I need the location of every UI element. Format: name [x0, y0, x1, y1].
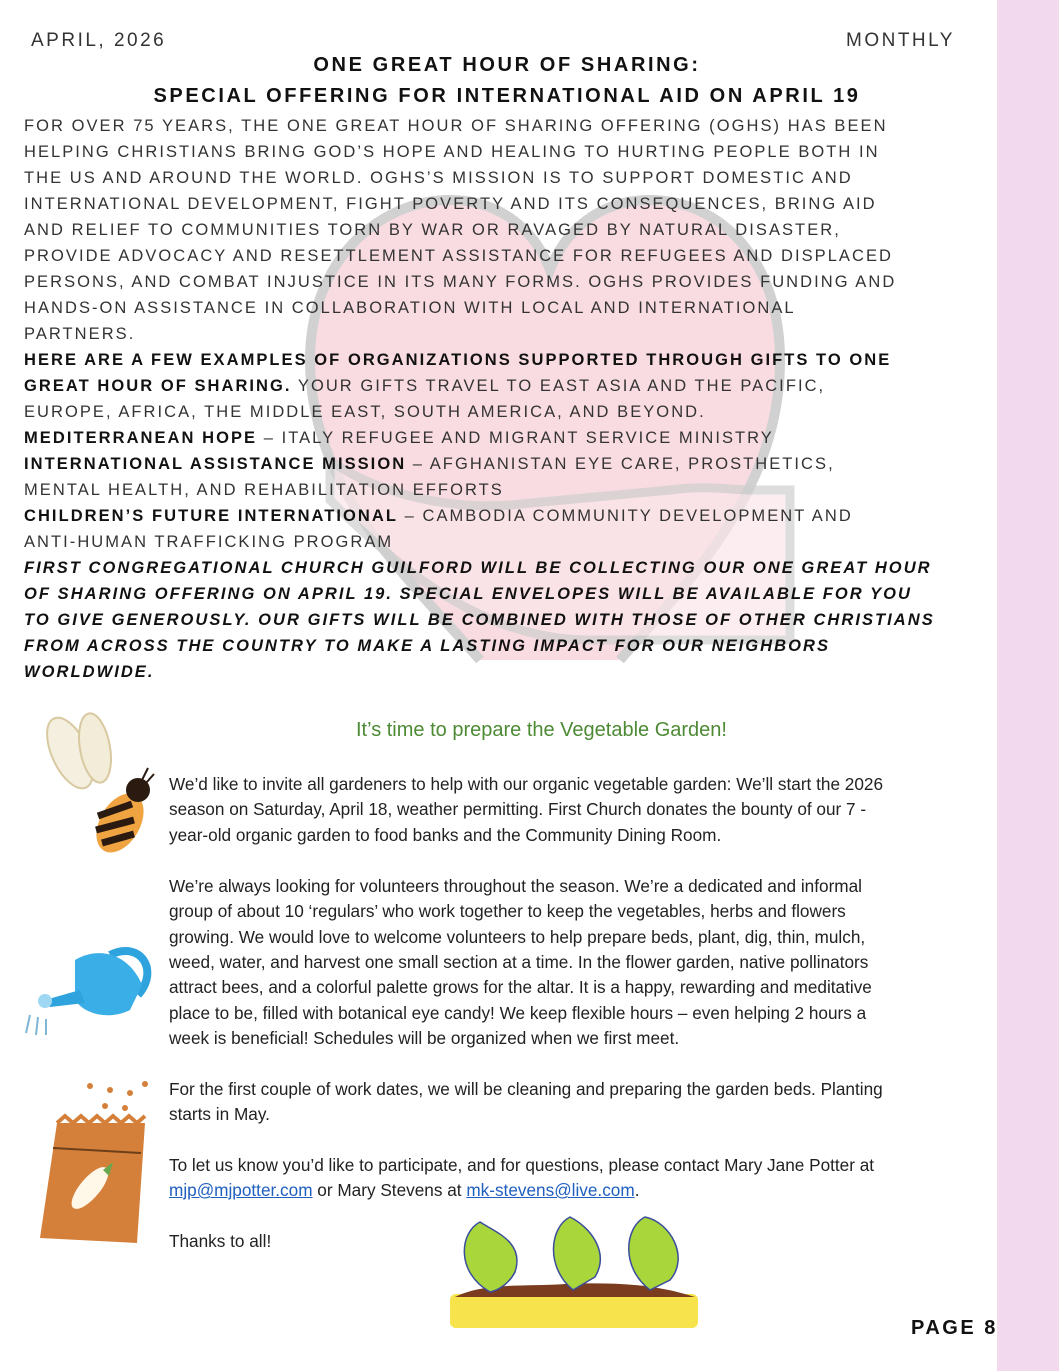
article-line — [24, 269, 896, 295]
article-line — [24, 191, 877, 217]
article-line — [24, 529, 393, 555]
article-text: MENTAL HEALTH, AND REHABILITATION EFFORTS — [24, 481, 504, 499]
article-text: HANDS-ON ASSISTANCE IN COLLABORATION WITH LOCAL AND INTERNATIONAL — [24, 299, 796, 317]
page-side-stripe — [997, 0, 1059, 1371]
article-line — [24, 425, 774, 451]
garden-title: It’s time to prepare the Vegetable Garden! — [356, 719, 727, 741]
article-emphasis-text: HERE ARE A FEW EXAMPLES OF ORGANIZATIONS SUPPORTED THROUGH GIFTS TO ONE — [24, 351, 892, 369]
article-text: AND RELIEF TO COMMUNITIES TORN BY WAR OR RAVAGED BY NATURAL DISASTER, — [24, 221, 841, 239]
garden-paragraph-line: starts in May. — [169, 1104, 270, 1125]
article-emphasis-text: MEDITERRANEAN HOPE — [24, 429, 258, 447]
article-line — [24, 321, 135, 347]
article-text: – CAMBODIA COMMUNITY DEVELOPMENT AND — [397, 507, 853, 525]
seed-packet-icon — [35, 1078, 155, 1248]
article-emphasis-text: FIRST CONGREGATIONAL CHURCH GUILFORD WILL BE COLLECTING OUR ONE GREAT HOUR — [24, 559, 932, 577]
article-text: PERSONS, AND COMBAT INJUSTICE IN ITS MANY FORMS. OGHS PROVIDES FUNDING AND — [24, 273, 897, 291]
article-text: – ITALY REFUGEE AND MIGRANT SERVICE MINISTRY — [257, 429, 774, 447]
garden-paragraph-line: For the first couple of work dates, we will be cleaning and preparing the garden beds. Planting — [169, 1079, 883, 1099]
contact-end: . — [634, 1180, 640, 1200]
article-line — [24, 139, 880, 165]
watering-can-icon — [20, 935, 160, 1045]
article-emphasis-text: CHILDREN’S FUTURE INTERNATIONAL — [24, 507, 398, 525]
article-text: PARTNERS. — [24, 325, 136, 343]
article-emphasis-text: FROM ACROSS THE COUNTRY TO MAKE A LASTING IMPACT FOR OUR NEIGHBORS — [24, 637, 831, 655]
article-line — [24, 243, 893, 269]
garden-paragraph-line: place to be, filled with botanical eye candy! We keep flexible hours – even helping 2 hours a — [169, 1002, 867, 1023]
email-link-mk-stevens[interactable]: mk-stevens@live.com — [466, 1180, 635, 1200]
article-line — [24, 217, 841, 243]
article-emphasis-text: INTERNATIONAL ASSISTANCE MISSION — [24, 455, 407, 473]
article-line — [24, 581, 912, 607]
garden-paragraph-line: group of about 10 ‘regulars’ who work together to keep the vegetables, herbs and flowers — [169, 901, 846, 922]
issue-frequency: MONTHLY — [846, 30, 955, 51]
garden-paragraph-line: season on Saturday, April 18, weather permitting. First Church donates the bounty of our 7 - — [169, 799, 867, 820]
article-text: THE US AND AROUND THE WORLD. OGHS’S MISSION IS TO SUPPORT DOMESTIC AND — [24, 169, 853, 187]
contact-line: To let us know you’d like to participate, and for questions, please contact Mary Jane Potter at — [169, 1155, 875, 1175]
article-line — [24, 503, 853, 529]
page-number: PAGE 8 — [911, 1317, 998, 1339]
article-line — [24, 555, 932, 581]
article-line — [24, 477, 504, 503]
bee-icon — [30, 708, 155, 858]
email-link-mjp[interactable]: mjp@mjpotter.com — [169, 1180, 313, 1200]
article-line — [24, 347, 891, 373]
garden-paragraph-line: We’d like to invite all gardeners to help with our organic vegetable garden: We’ll start the 2026 — [169, 774, 884, 794]
article-text: – AFGHANISTAN EYE CARE, PROSTHETICS, — [406, 455, 835, 473]
thanks-text: Thanks to all! — [169, 1231, 272, 1251]
issue-date: APRIL, 2026 — [31, 30, 167, 51]
garden-paragraph-line: attract bees, and a colorful palette grows for the altar. It is a happy, rewarding and meditative — [169, 977, 872, 998]
garden-paragraph-line: year-old organic garden to food banks and the Community Dining Room. — [169, 824, 722, 845]
article-emphasis-text: WORLDWIDE. — [24, 663, 155, 681]
garden-paragraph-line: We’re always looking for volunteers throughout the season. We’re a dedicated and informal — [169, 876, 862, 896]
article-line — [24, 659, 154, 685]
vegetable-bed-icon — [445, 1212, 703, 1332]
article-line — [24, 373, 825, 399]
garden-paragraph-line: growing. We would love to welcome volunteers to help prepare beds, plant, dig, thin, mulch, — [169, 926, 866, 947]
garden-paragraph-line: weed, water, and harvest one small section at a time. In the flower garden, native pollinators — [169, 951, 869, 972]
garden-paragraph-line: week is beneficial! Schedules will be organized when we first meet. — [169, 1027, 680, 1048]
contact-mid-text: or Mary Stevens at — [312, 1180, 467, 1200]
article-text: HELPING CHRISTIANS BRING GOD’S HOPE AND HEALING TO HURTING PEOPLE BOTH IN — [24, 143, 880, 161]
article-emphasis-text: GREAT HOUR OF SHARING. — [24, 377, 292, 395]
article-text: INTERNATIONAL DEVELOPMENT, FIGHT POVERTY AND ITS CONSEQUENCES, BRING AID — [24, 195, 877, 213]
article-title-line-1: ONE GREAT HOUR OF SHARING: — [313, 54, 701, 76]
article-title-line-2: SPECIAL OFFERING FOR INTERNATIONAL AID ON APRIL 19 — [153, 85, 861, 107]
article-line — [24, 633, 830, 659]
article-line — [24, 165, 853, 191]
article-text: FOR OVER 75 YEARS, THE ONE GREAT HOUR OF SHARING OFFERING (OGHS) HAS BEEN — [24, 117, 888, 135]
article-line — [24, 451, 835, 477]
article-text: EUROPE, AFRICA, THE MIDDLE EAST, SOUTH AMERICA, AND BEYOND. — [24, 403, 706, 421]
article-line — [24, 113, 888, 139]
article-text: YOUR GIFTS TRAVEL TO EAST ASIA AND THE PACIFIC, — [291, 377, 826, 395]
article-emphasis-text: OF SHARING OFFERING ON APRIL 19. SPECIAL ENVELOPES WILL BE AVAILABLE FOR YOU — [24, 585, 912, 603]
article-emphasis-text: TO GIVE GENEROUSLY. OUR GIFTS WILL BE COMBINED WITH THOSE OF OTHER CHRISTIANS — [24, 611, 935, 629]
article-text: PROVIDE ADVOCACY AND RESETTLEMENT ASSISTANCE FOR REFUGEES AND DISPLACED — [24, 247, 893, 265]
article-line — [24, 607, 935, 633]
article-text: ANTI-HUMAN TRAFFICKING PROGRAM — [24, 533, 394, 551]
article-line — [24, 295, 796, 321]
article-line — [24, 399, 706, 425]
contact-emails — [169, 1178, 639, 1203]
